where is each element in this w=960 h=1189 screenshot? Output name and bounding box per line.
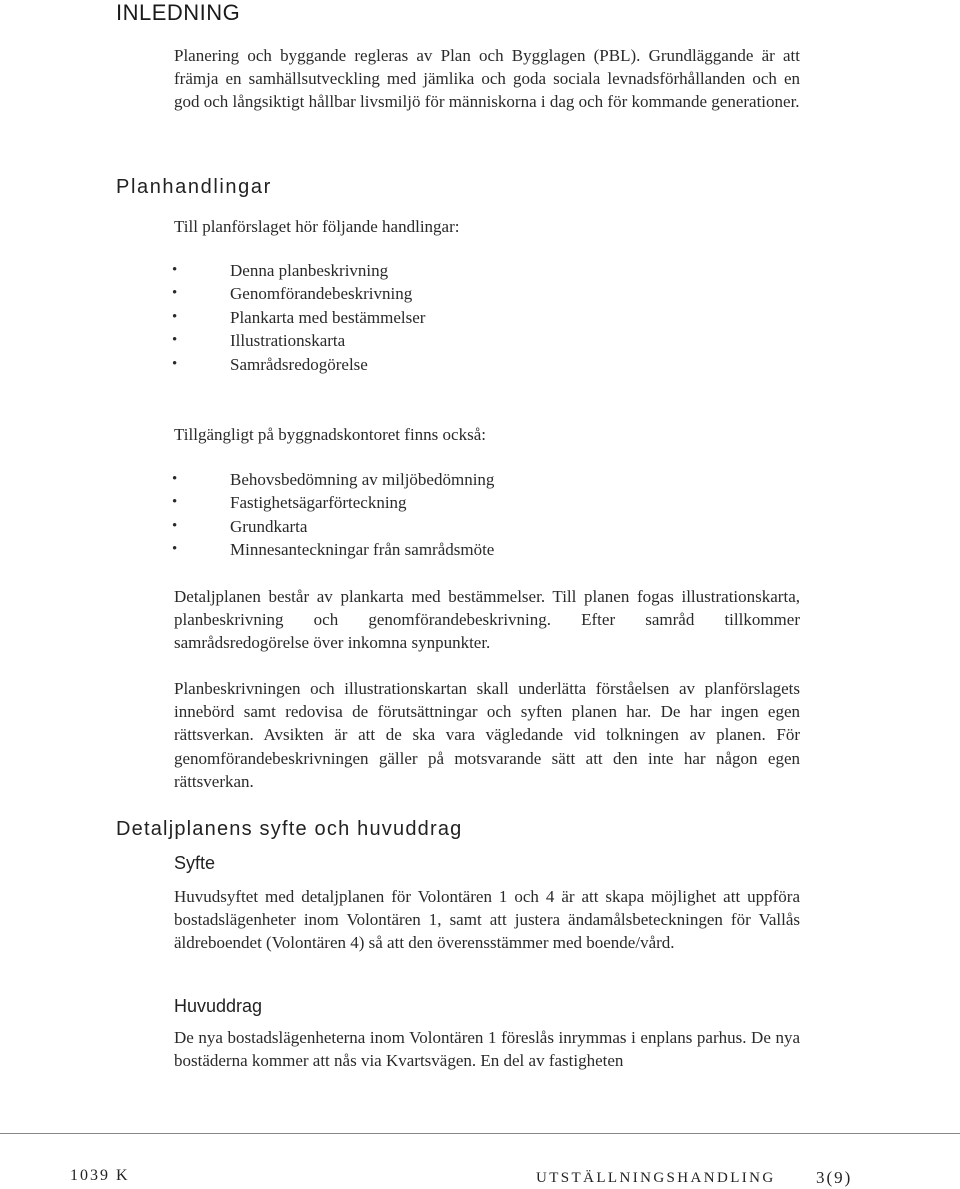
intro-paragraph: Planering och byggande regleras av Plan och Bygglagen (PBL). Grundläggande är att främja en samhällsutveckling med jämlika och goda sociala levnadsförhållanden och en god och långsiktigt hållbar livsmiljö för människorna i dag och för kommande generationer. xyxy=(174,46,800,112)
planhandlingar-heading: Planhandlingar xyxy=(116,176,272,198)
syfte-paragraph: Huvudsyftet med detaljplanen för Volontären 1 och 4 är att skapa möjlighet att uppföra bostadslägenheter inom Volontären 1, samt att justera ändamålsbeteckningen för Vallås äldreboendet (Volontären 4) så att den överensstämmer med boende/vård. xyxy=(174,887,800,953)
document-type: UTSTÄLLNINGSHANDLING xyxy=(536,1170,776,1186)
footer-divider xyxy=(0,1133,960,1134)
document-list xyxy=(172,259,800,376)
list-item: • Grundkarta xyxy=(172,515,800,538)
huvuddrag-heading: Huvuddrag xyxy=(174,996,263,1016)
plan-description-paragraph: Planbeskrivningen och illustrationskartan skall underlätta förståelsen av planförslagets innebörd samt redovisa de förutsättningar och syften planen har. De har ingen egen rättsverkan. Avsikten är att de ska vara vägledande vid tolkningen av planen. För genomförandebeskrivningen gäller på motsvarande sätt att den inte har någon egen rättsverkan. xyxy=(174,679,800,791)
list-item: • Samrådsredogörelse xyxy=(172,353,800,376)
also-available-list xyxy=(172,468,800,562)
list-item: • Illustrationskarta xyxy=(172,329,800,352)
list-item: • Minnesanteckningar från samrådsmöte xyxy=(172,538,800,561)
list-item: • Denna planbeskrivning xyxy=(172,259,800,282)
also-available-lead: Tillgängligt på byggnadskontoret finns också: xyxy=(174,425,486,444)
planhandlingar-lead: Till planförslaget hör följande handlingar: xyxy=(174,217,460,236)
plan-composition-paragraph: Detaljplanen består av plankarta med bestämmelser. Till planen fogas illustrationskarta, planbeskrivning och genomförandebeskrivning. Efter samråd tillkommer samrådsredogörelse över inkomna synpunkter. xyxy=(174,587,800,653)
document-id: 1039 K xyxy=(70,1167,130,1184)
syfte-heading: Syfte xyxy=(174,853,216,873)
list-item: • Plankarta med bestämmelser xyxy=(172,306,800,329)
page-number: 3(9) xyxy=(816,1168,853,1187)
section-title: INLEDNING xyxy=(116,0,241,25)
list-item: • Genomförandebeskrivning xyxy=(172,282,800,305)
syfte-section-heading: Detaljplanens syfte och huvuddrag xyxy=(116,818,463,840)
list-item: • Fastighetsägarförteckning xyxy=(172,491,800,514)
huvuddrag-paragraph: De nya bostadslägenheterna inom Volontären 1 föreslås inrymmas i enplans parhus. De nya bostäderna kommer att nås via Kvartsvägen. En del av fastigheten xyxy=(174,1028,800,1071)
list-item: • Behovsbedömning av miljöbedömning xyxy=(172,468,800,491)
